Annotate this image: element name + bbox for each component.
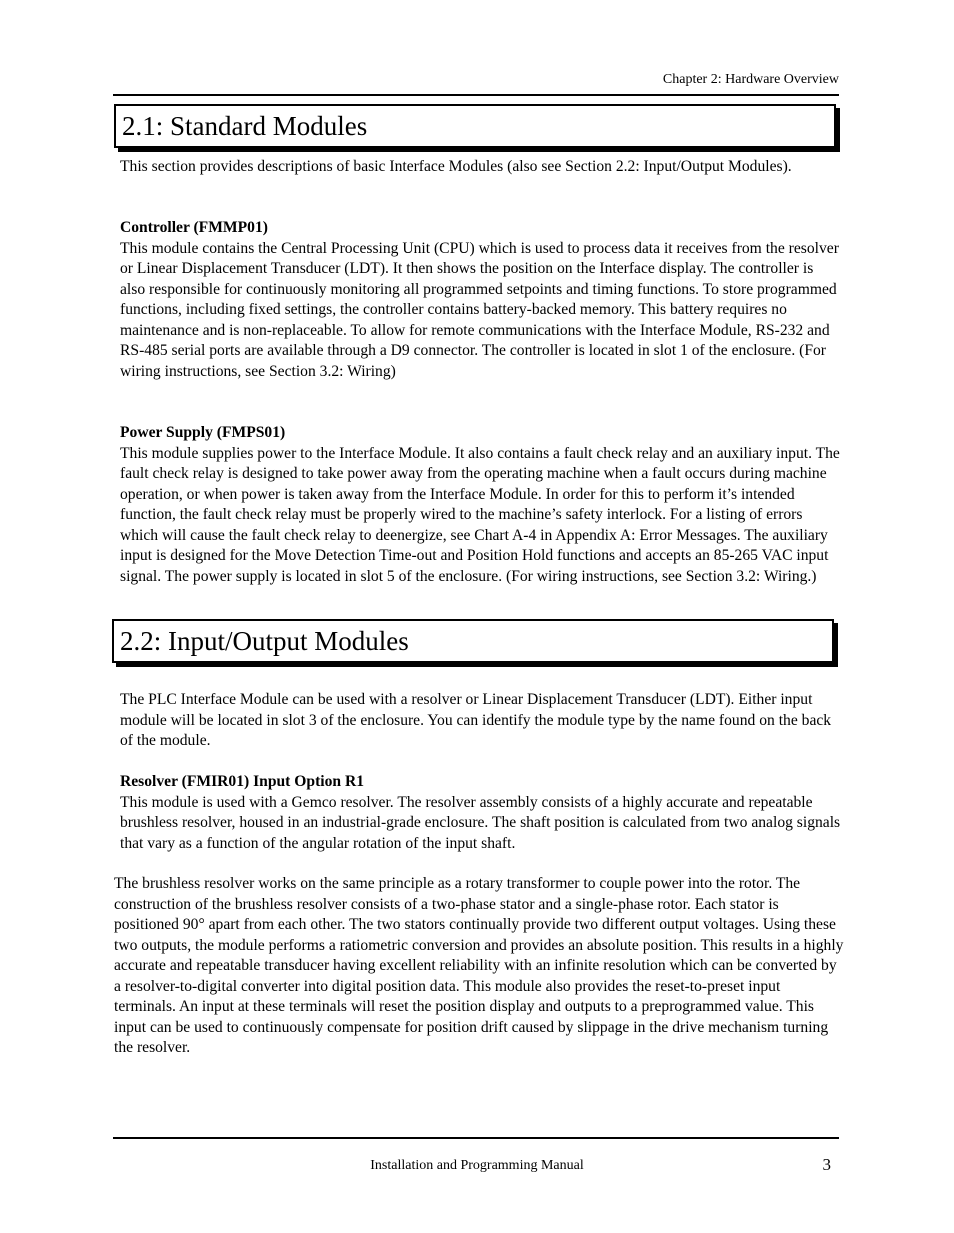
resolver-block: [120, 772, 842, 854]
footer-title: Installation and Programming Manual: [370, 1158, 584, 1173]
page-number: 3: [822, 1155, 831, 1174]
section1-intro-text: This section provides descriptions of basic Interface Modules (also see Section 2.2: Input/Output Modules).: [120, 158, 792, 175]
brushless-body: The brushless resolver works on the same principle as a rotary transformer to couple power into the rotor. The construction of the brushless resolver consists of a two-phase stator and a single-phase rotor. Each stator is positioned 90° apart from each other. The two stators continually provide two different output voltages. Using these two outputs, the module performs a ratiometric conversion and provides an absolute position. This results in a highly accurate and repeatable transducer having excellent reliability with an infinite resolution which can be converted by a resolver-to-digital converter into digital position data. This module also provides the reset-to-preset input terminals. An input at these terminals will reset the position display and outputs to a preprogrammed value. This input can be used to continuously compensate for position drift caused by slippage in the drive mechanism turning the resolver.: [114, 875, 844, 1056]
brushless-block: [114, 874, 844, 1059]
footer-rule: [113, 1137, 839, 1139]
controller-heading: Controller (FMMP01): [120, 219, 268, 236]
section-title-standard-modules: 2.1: Standard Modules: [114, 104, 836, 148]
resolver-heading: Resolver (FMIR01) Input Option R1: [120, 773, 365, 790]
section2-intro: [120, 690, 844, 752]
section-title-io-modules: 2.2: Input/Output Modules: [112, 619, 834, 663]
section1-intro: [120, 157, 842, 178]
controller-block: [120, 218, 842, 382]
power-supply-heading: Power Supply (FMPS01): [120, 424, 286, 441]
header-rule: [113, 94, 839, 96]
resolver-body: This module is used with a Gemco resolver. The resolver assembly consists of a highly accurate and repeatable brushless resolver, housed in an industrial-grade enclosure. The shaft position is calculated from two analog signals that vary as a function of the angular rotation of the input shaft.: [120, 793, 841, 852]
chapter-header: Chapter 2: Hardware Overview: [662, 72, 839, 87]
power-supply-body: This module supplies power to the Interface Module. It also contains a fault check relay and an auxiliary input. The fault check relay is designed to take power away from the operating machine when a fault occurs during machine operation, or when power is taken away from the Interface Module. In order for this to perform it’s intended function, the fault check relay must be properly wired to the machine’s safety interlock. For a listing of errors which will cause the fault check relay to deenergize, see Chart A-4 in Appendix A: Error Messages. The auxiliary input is designed for the Move Detection Time-out and Position Hold functions and accepts an 85-265 VAC input signal. The power supply is located in slot 5 of the enclosure. (For wiring instructions, see Section 3.2: Wiring.): [120, 444, 840, 585]
section2-intro-text: The PLC Interface Module can be used with a resolver or Linear Displacement Transducer (LDT). Either input module will be located in slot 3 of the enclosure. You can identify the module type by the name found on the back of the module.: [120, 691, 832, 749]
controller-body: This module contains the Central Processing Unit (CPU) which is used to process data it receives from the resolver or Linear Displacement Transducer (LDT). It then shows the position on the Interface display. The controller is also responsible for continuously monitoring all programmed setpoints and timing functions. To store programmed functions, including fixed settings, the controller contains battery-backed memory. This battery requires no maintenance and is non-replaceable. To allow for remote communications with the Interface Module, RS-232 and RS-485 serial ports are available through a D9 connector. The controller is located in slot 1 of the enclosure. (For wiring instructions, see Section 3.2: Wiring): [120, 239, 839, 380]
power-supply-block: [120, 423, 844, 587]
